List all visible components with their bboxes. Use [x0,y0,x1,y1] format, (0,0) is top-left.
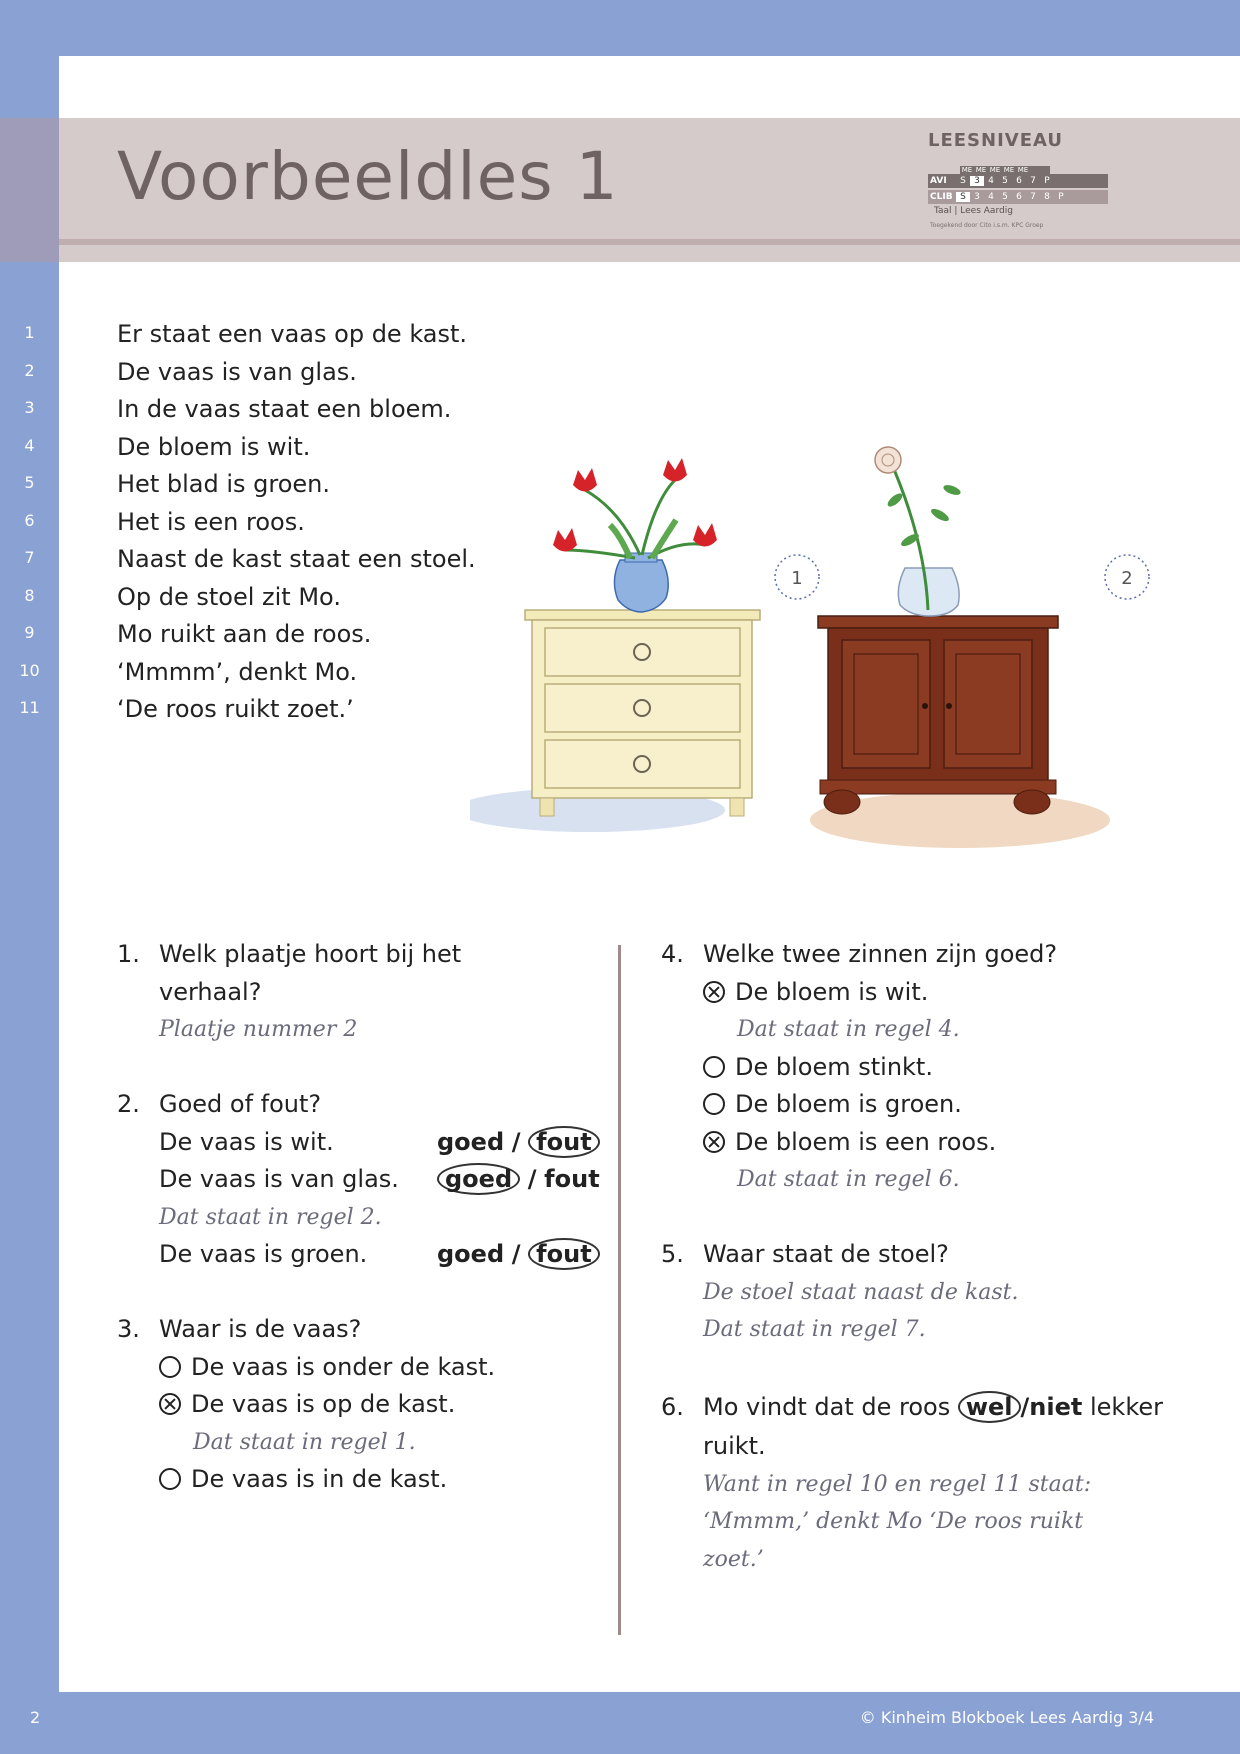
line-number: 8 [24,585,35,605]
line-numbers [0,318,59,731]
copyright: © Kinheim Blokboek Lees Aardig 3/4 [859,1708,1154,1727]
picture-1 [470,458,819,832]
line-number: 11 [19,698,40,717]
story-line: De bloem is wit. [117,432,311,461]
choice-goed-circled[interactable]: goed [437,1163,520,1195]
story-text [117,316,476,729]
choice-niet[interactable]: niet [1029,1393,1083,1421]
story-line: Mo ruikt aan de roos. [117,620,372,648]
column-divider [618,945,621,1635]
option: De vaas is in de kast. [117,1461,495,1499]
line-number: 10 [19,660,40,680]
statement-row: De vaas is wit. goed / fout [117,1124,597,1162]
question-5 [661,1236,1018,1349]
page-title: Voorbeeldles 1 [117,138,619,215]
question-text: Waar staat de stoel? [703,1240,949,1268]
statement: De vaas is van glas. [159,1165,399,1193]
story-line: In de vaas staat een bloem. [117,395,452,423]
line-number: 5 [24,473,35,492]
line-number: 7 [24,548,35,567]
choice-wel-circled[interactable]: wel [958,1391,1021,1423]
question-text: Welke twee zinnen zijn goed? [703,940,1058,968]
question-text: ruikt. [703,1432,766,1460]
header-rule [59,239,1240,245]
story-line: Naast de kast staat een stoel. [117,545,476,573]
handwritten-answer: Dat staat in regel 6. [737,1167,960,1192]
question-text: Welk plaatje hoort bij het [159,940,462,968]
radio-checked-icon[interactable] [159,1393,181,1415]
story-line: ‘De roos ruikt zoet.’ [117,695,354,723]
line-number: 6 [24,510,35,530]
handwritten-answer: ‘Mmmm,’ denkt Mo ‘De roos ruikt [703,1509,1084,1534]
option: De vaas is onder de kast. [117,1349,495,1387]
radio-empty-icon[interactable] [703,1093,725,1115]
reading-level-badge [906,122,1126,234]
picture-label-1: 1 [791,568,803,589]
choice-goed[interactable]: goed [437,1240,505,1268]
badge-granted: Toegekend door Cito i.s.m. KPC Groep [930,222,1044,229]
statement-row: De vaas is van glas. goed / fout [117,1161,597,1199]
badge-avi-row: AVI S 3 4 5 6 7 P [928,174,1108,188]
story-line: ‘Mmmm’, denkt Mo. [117,657,358,686]
story-line: Er staat een vaas op de kast. [117,320,468,348]
header-band-left [0,118,59,262]
question-1 [117,936,462,1049]
story-line: Het blad is groen. [117,470,330,498]
question-3 [117,1311,495,1499]
story-line: De vaas is van glas. [117,357,357,386]
picture-label-2: 2 [1121,568,1133,589]
page-number: 2 [30,1708,41,1727]
handwritten-answer: Dat staat in regel 2. [159,1204,382,1230]
option: De vaas is op de kast. [117,1386,495,1424]
question-text: lekker [1090,1393,1164,1421]
question-2 [117,1086,600,1274]
option: De bloem is wit. [661,974,996,1012]
handwritten-answer: zoet.’ [703,1546,764,1572]
option: De bloem is een roos. [661,1124,996,1162]
badge-clib-row: CLIB S 3 4 5 6 7 8 P [928,190,1108,204]
question-number: 2. [117,1090,140,1118]
option: De bloem stinkt. [661,1049,996,1087]
radio-checked-icon[interactable] [703,981,725,1003]
option: De bloem is groen. [661,1086,996,1124]
choice-fout[interactable]: fout [544,1165,600,1193]
badge-brand: LEESNIVEAU [928,130,1064,151]
line-number: 1 [24,323,35,342]
statement: De vaas is wit. [159,1127,334,1156]
handwritten-answer: Plaatje nummer 2 [159,1017,358,1042]
radio-empty-icon[interactable] [159,1356,181,1378]
line-number: 4 [24,435,35,455]
handwritten-answer: Dat staat in regel 1. [193,1429,416,1455]
left-frame [0,0,59,1754]
question-text: Goed of fout? [159,1090,322,1118]
question-6: 6. Mo vindt dat de roos wel /niet lekker ruikt. Want in regel 10 en regel 11 staat: ‘Mmmm,’ denkt Mo ‘De roos ruikt zoet.’ [661,1386,1091,1578]
radio-checked-icon[interactable] [703,1131,725,1153]
choice-goed[interactable]: goed [437,1127,505,1156]
line-number: 3 [24,398,35,417]
line-number: 9 [24,623,35,642]
line-number: 2 [24,360,35,380]
question-text: verhaal? [159,977,262,1006]
question-number: 4. [661,940,684,968]
question-text: Mo vindt dat de roos [703,1393,951,1421]
choice-fout-circled[interactable]: fout [528,1238,600,1270]
handwritten-answer: De stoel staat naast de kast. [703,1279,1019,1305]
question-number: 5. [661,1240,684,1268]
badge-subtitle: Taal | Lees Aardig [934,206,1013,216]
statement-row: De vaas is groen. goed / fout [117,1236,597,1274]
question-number: 3. [117,1315,140,1343]
question-text: Waar is de vaas? [159,1315,362,1343]
radio-empty-icon[interactable] [159,1468,181,1490]
badge-level-header: ME ME ME ME ME [960,166,1050,174]
question-number: 6. [661,1393,684,1421]
handwritten-answer: Want in regel 10 en regel 11 staat: [703,1471,1092,1497]
question-4 [661,936,1058,1199]
dresser-illustrations [470,440,1170,860]
radio-empty-icon[interactable] [703,1056,725,1078]
statement: De vaas is groen. [159,1240,368,1268]
story-line: Het is een roos. [117,507,305,536]
choice-fout-circled[interactable]: fout [528,1126,600,1158]
handwritten-answer: Dat staat in regel 4. [737,1017,960,1042]
question-number: 1. [117,940,140,968]
picture-2 [810,447,1149,848]
top-frame [0,0,1240,56]
story-line: Op de stoel zit Mo. [117,582,341,611]
handwritten-answer: Dat staat in regel 7. [703,1317,926,1342]
